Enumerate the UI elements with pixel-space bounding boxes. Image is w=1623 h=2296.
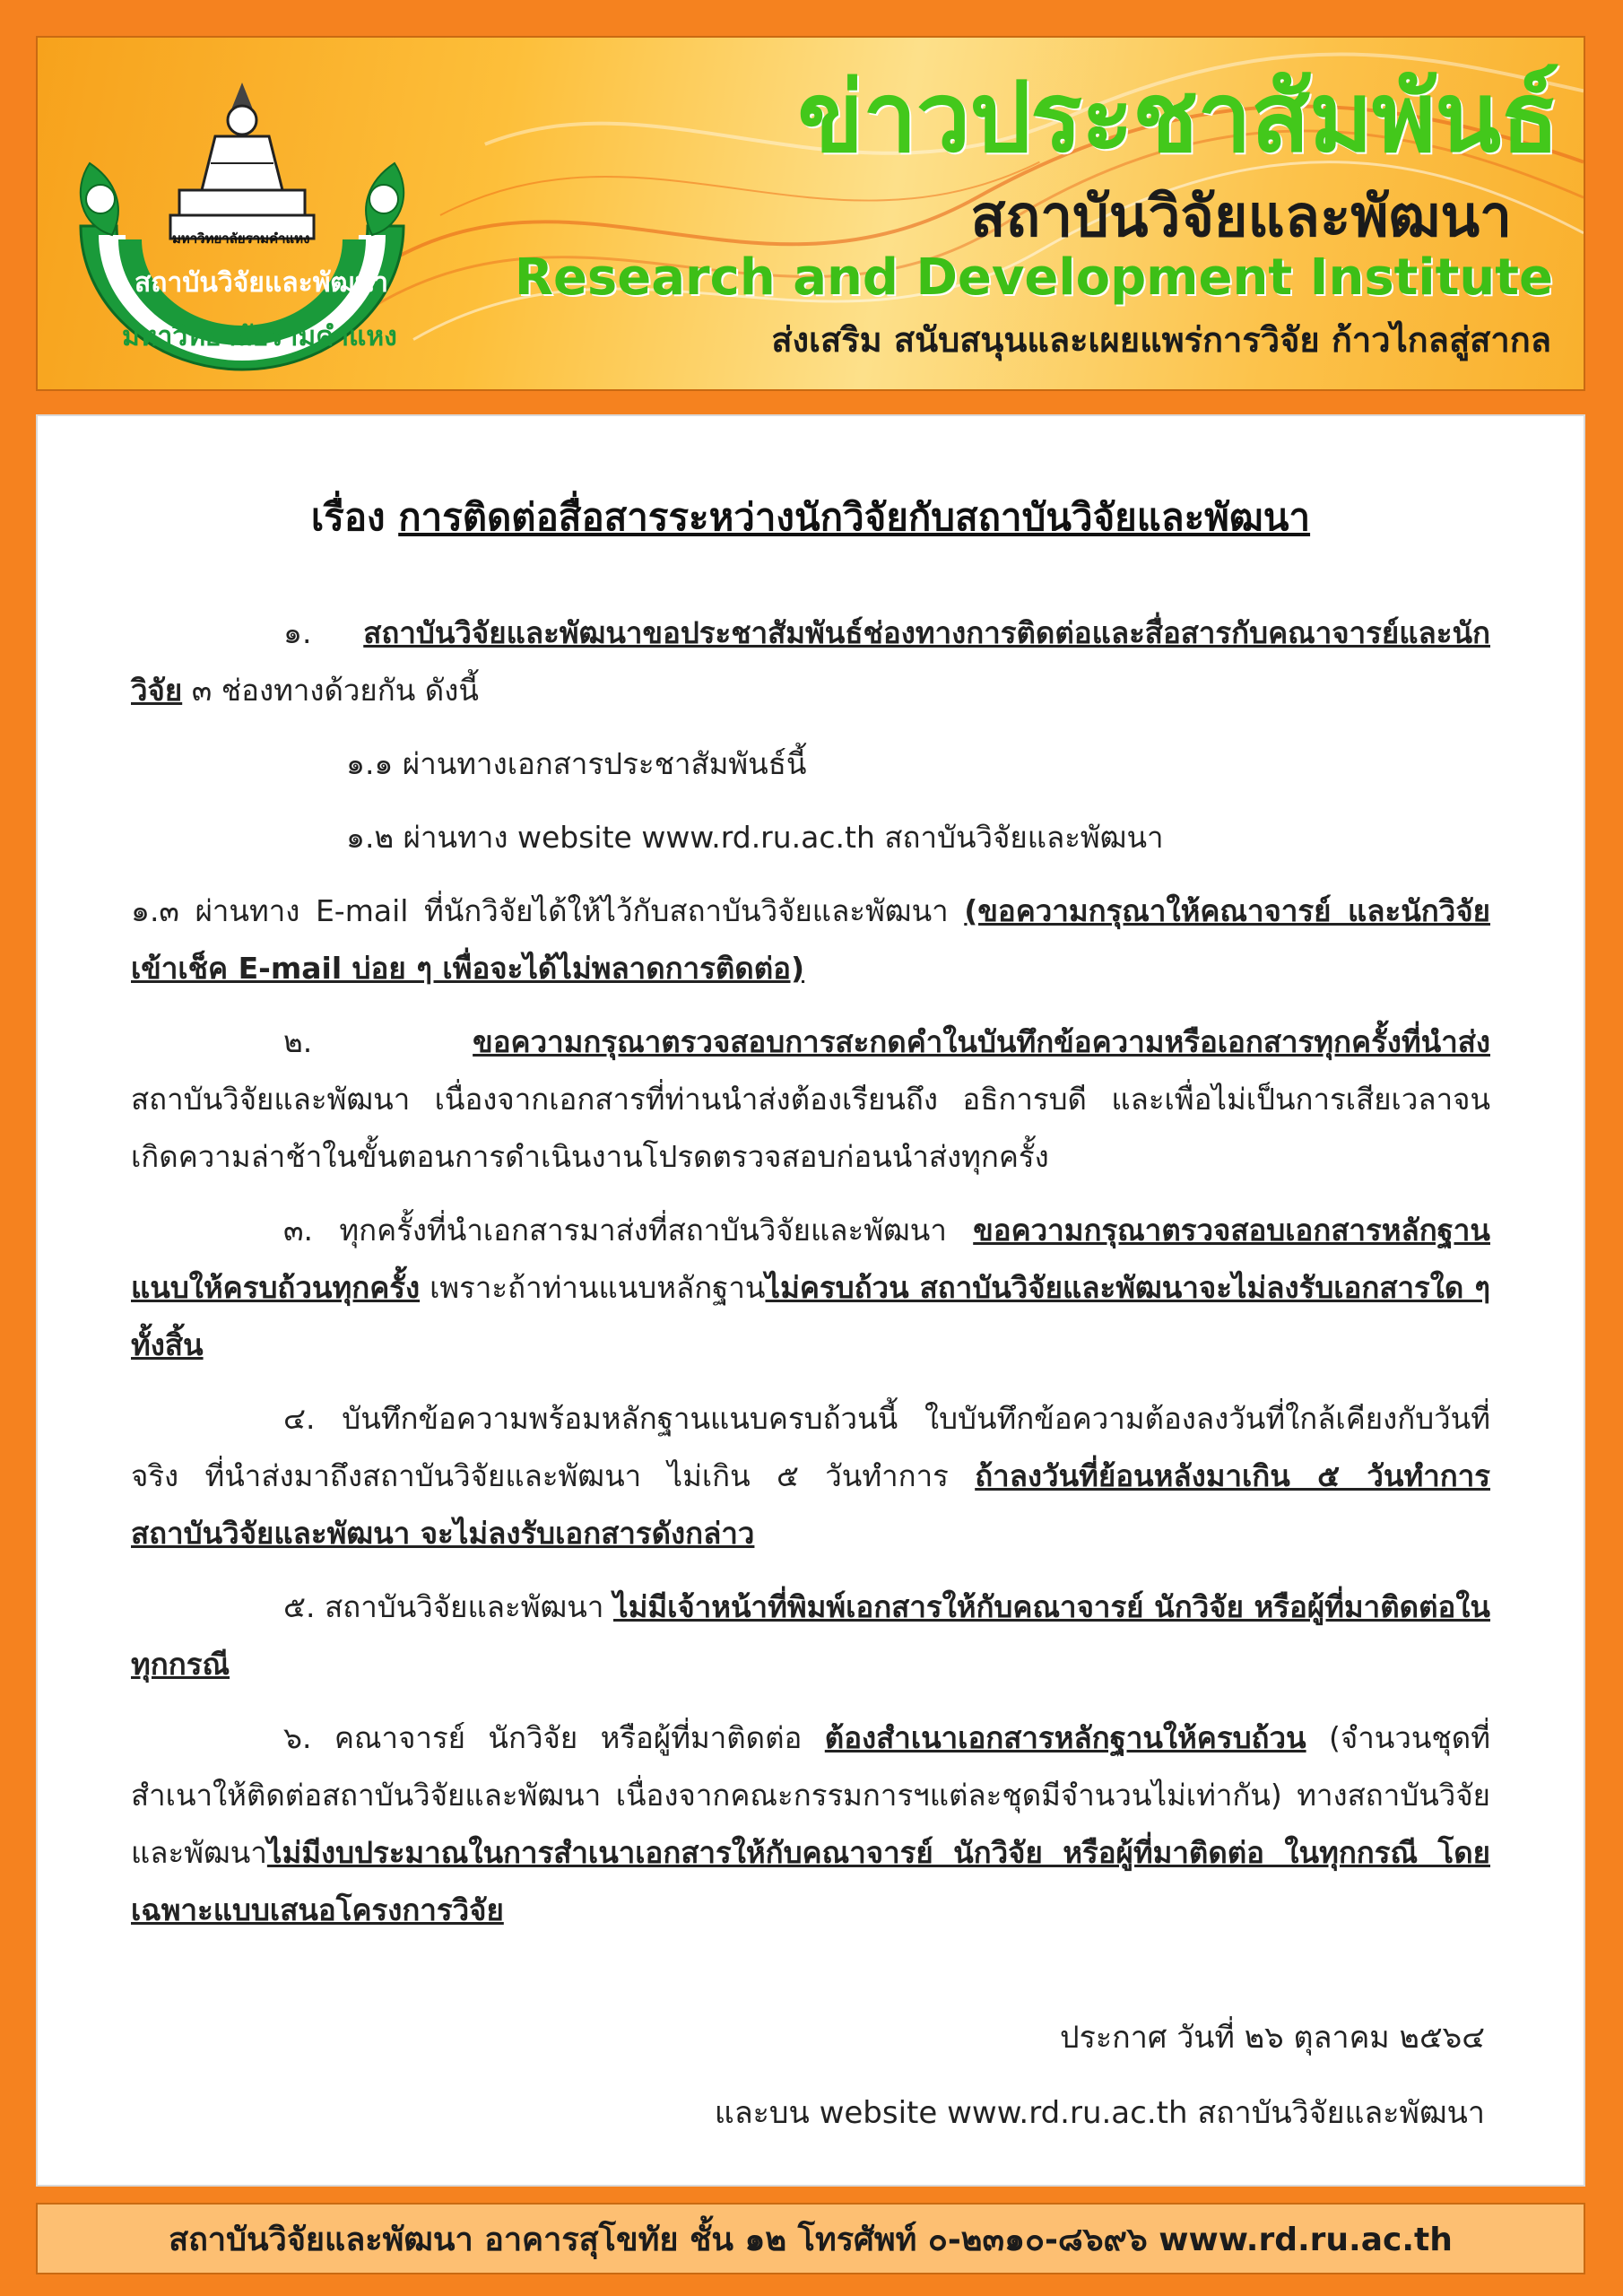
item-5-emphasis: ไม่มีเจ้าหน้าที่พิมพ์เอกสารให้กับคณาจารย์ นักวิจัย หรือผู้ที่มาติดต่อในทุกกรณี: [131, 1589, 1490, 1682]
announcement-card: [36, 414, 1585, 2187]
item-4: [131, 1390, 1490, 1562]
item-2-text: สถาบันวิจัยและพัฒนา เนื่องจากเอกสารที่ท่านนำส่งต้องเรียนถึง อธิการบดี และเพื่อไม่เป็นการเสียเวลาจนเกิดความล่าช้าในขั้นตอนการดำเนินงานโปรดตรวจสอบก่อนนำส่งทุกครั้ง: [131, 1082, 1490, 1174]
item-1-2-text: ๑.๒ ผ่านทาง website www.rd.ru.ac.th สถาบันวิจัยและพัฒนา: [346, 820, 1164, 855]
item-1: [131, 604, 1490, 719]
news-title: ข่าวประชาสัมพันธ์: [797, 62, 1558, 174]
item-6-emphasis-1: ต้องสำเนาเอกสารหลักฐานให้ครบถ้วน: [824, 1720, 1306, 1755]
institute-name-th: สถาบันวิจัยและพัฒนา: [970, 184, 1512, 250]
item-6: [131, 1709, 1490, 1939]
item-3-number: ๓.: [283, 1213, 314, 1248]
item-3: [131, 1202, 1490, 1374]
announcement-body: [131, 604, 1490, 1955]
announce-date: ประกาศ วันที่ ๒๖ ตุลาคม ๒๕๖๔: [1060, 2020, 1485, 2056]
item-6-text-a: คณาจารย์ นักวิจัย หรือผู้ที่มาติดต่อ: [334, 1720, 825, 1755]
item-3-text-a: ทุกครั้งที่นำเอกสารมาส่งที่สถาบันวิจัยและพัฒนา: [339, 1213, 974, 1248]
subject-line: [38, 488, 1584, 547]
item-5: [131, 1578, 1490, 1693]
item-4-text: บันทึกข้อความพร้อมหลักฐานแนบครบถ้วนนี้ ใบบันทึกข้อความต้องลงวันที่ใกล้เคียงกับวันที่จริง ที่นำส่งมาถึงสถาบันวิจัยและพัฒนา ไม่เกิน ๕ วันทำการ: [131, 1401, 1490, 1493]
item-1-2: [131, 809, 1490, 866]
announce-website: และบน website www.rd.ru.ac.th สถาบันวิจัยและพัฒนา: [714, 2095, 1485, 2131]
subject-title: การติดต่อสื่อสารระหว่างนักวิจัยกับสถาบันวิจัยและพัฒนา: [398, 495, 1311, 539]
item-6-number: ๖.: [283, 1720, 312, 1755]
logo-top-text: มหาวิทยาลัยรามคำแหง: [172, 230, 310, 247]
item-6-text-b: (จำนวนชุดที่สำเนาให้ติดต่อสถาบันวิจัยและพัฒนา เนื่องจากคณะกรรมการฯแต่ละชุดมีจำนวนไม่เท่ากัน) ทางสถาบันวิจัยและพัฒนา: [131, 1720, 1490, 1870]
item-1-3-text: ๑.๓ ผ่านทาง E-mail ที่นักวิจัยได้ให้ไว้กับสถาบันวิจัยและพัฒนา: [131, 893, 965, 928]
item-3-emphasis-2: ไม่ครบถ้วน สถาบันวิจัยและพัฒนาจะไม่ลงรับเอกสารใด ๆ ทั้งสิ้น: [131, 1270, 1490, 1362]
item-5-text: สถาบันวิจัยและพัฒนา: [325, 1589, 613, 1624]
slogan: ส่งเสริม สนับสนุนและเผยแพร่การวิจัย ก้าวไกลสู่สากล: [771, 320, 1551, 360]
item-1-3: [131, 883, 1490, 997]
item-1-number: ๑.: [283, 615, 312, 650]
item-1-1-text: ๑.๑ ผ่านทางเอกสารประชาสัมพันธ์นี้: [346, 746, 807, 781]
logo-ribbon-text: สถาบันวิจัยและพัฒนา: [135, 267, 388, 299]
footer-contact: สถาบันวิจัยและพัฒนา อาคารสุโขทัย ชั้น ๑๒ โทรศัพท์ ๐-๒๓๑๐-๘๖๙๖ www.rd.ru.ac.th: [36, 2203, 1585, 2274]
item-4-number: ๔.: [283, 1401, 316, 1436]
item-6-emphasis-2: ไม่มีงบประมาณในการสำเนาเอกสารให้กับคณาจารย์ นักวิจัย หรือผู้ที่มาติดต่อ ในทุกกรณี โดยเฉพาะแบบเสนอโครงการวิจัย: [131, 1835, 1490, 1927]
item-1-3-emphasis: (ขอความกรุณาให้คณาจารย์ และนักวิจัย เข้าเช็ค E-mail บ่อย ๆ เพื่อจะได้ไม่พลาดการติดต่อ): [131, 893, 1490, 986]
item-3-emphasis-1: ขอความกรุณาตรวจสอบเอกสารหลักฐานแนบให้ครบถ้วนทุกครั้ง: [131, 1213, 1490, 1305]
item-1-1: [131, 735, 1490, 793]
item-4-emphasis: ถ้าลงวันที่ย้อนหลังมาเกิน ๕ วันทำการ สถาบันวิจัยและพัฒนา จะไม่ลงรับเอกสารดังกล่าว: [131, 1458, 1491, 1551]
header-banner: [36, 36, 1585, 391]
item-1-text: ๓ ช่องทางด้วยกัน ดังนี้: [182, 673, 479, 708]
item-1-emphasis: สถาบันวิจัยและพัฒนาขอประชาสัมพันธ์ช่องทางการติดต่อและสื่อสารกับคณาจารย์และนักวิจัย: [131, 615, 1490, 708]
institute-name-en: Research and Development Institute: [514, 248, 1553, 307]
logo-bottom-text: มหาวิทยาลัยรามคำแหง: [122, 321, 397, 352]
item-3-text-b: เพราะถ้าท่านแนบหลักฐาน: [420, 1270, 766, 1305]
item-2-number: ๒.: [283, 1024, 313, 1059]
subject-prefix: เรื่อง: [310, 495, 386, 539]
item-5-number: ๕.: [283, 1589, 316, 1624]
item-2: [131, 1013, 1490, 1186]
item-2-emphasis: ขอความกรุณาตรวจสอบการสะกดคำในบันทึกข้อความหรือเอกสารทุกครั้งที่นำส่ง: [473, 1024, 1490, 1059]
